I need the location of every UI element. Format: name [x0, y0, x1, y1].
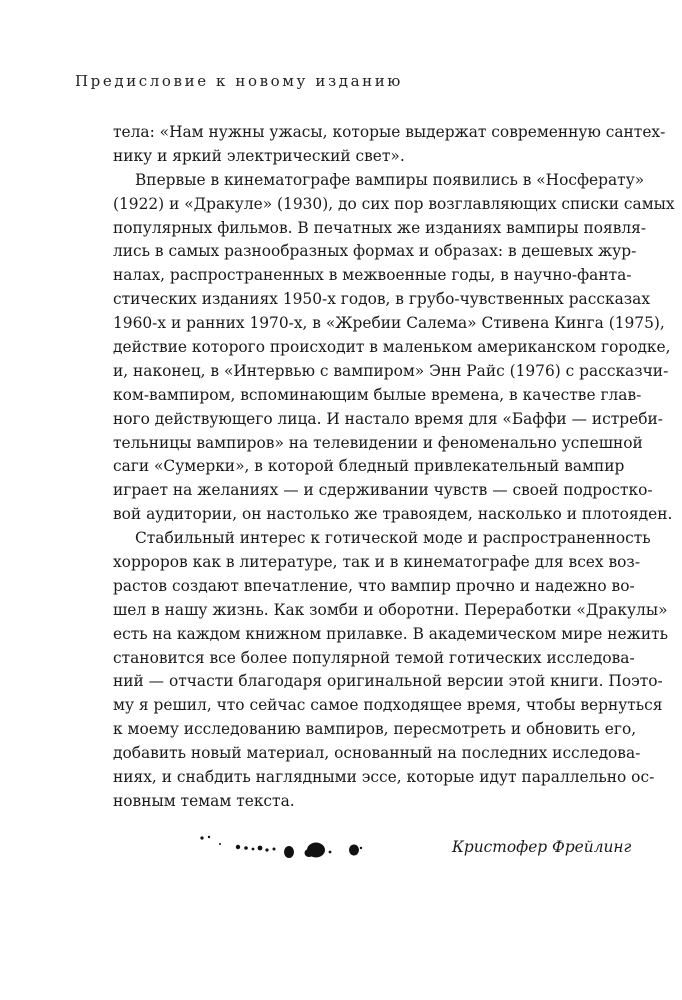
- ink-splatter-icon: [196, 826, 376, 866]
- text-line: тельницы вампиров» на телевидении и феноменально успешной: [113, 433, 643, 452]
- text-line: ного действующего лица. И настало время для «Баффи — истреби-: [113, 409, 663, 428]
- text-line: му я решил, что сейчас самое подходящее время, чтобы вернуться: [113, 696, 663, 715]
- text-line: и, наконец, в «Интервью с вампиром» Энн Райс (1976) с рассказчи-: [113, 361, 669, 380]
- text-line: налах, распространенных в межвоенные годы, в научно-фанта-: [113, 266, 632, 285]
- text-line: Стабильный интерес к готической моде и распространенность: [135, 529, 651, 548]
- text-line: ний — отчасти благодаря оригинальной версии этой книги. Поэто-: [113, 672, 663, 691]
- text-line: есть на каждом книжном прилавке. В академическом мире нежить: [113, 624, 668, 643]
- text-line: играет на желаниях — и сдерживании чувств — своей подростко-: [113, 481, 653, 500]
- text-line: действие которого происходит в маленьком американском городке,: [113, 338, 671, 357]
- text-line: шел в нашу жизнь. Как зомби и оборотни. Переработки «Дракулы»: [113, 600, 668, 619]
- body-text: [113, 121, 675, 814]
- text-line: вой аудитории, он настолько же травоядем, насколько и плотояден.: [113, 505, 673, 524]
- text-line: 1960-х и ранних 1970-х, в «Жребии Салема» Стивена Кинга (1975),: [113, 314, 665, 333]
- text-line: нику и яркий электрический свет».: [113, 146, 405, 165]
- text-line: становится все более популярной темой готических исследова-: [113, 648, 635, 667]
- text-line: новным темам текста.: [113, 791, 295, 810]
- text-line: ком-вампиром, вспоминающим былые времена, в качестве глав-: [113, 385, 642, 404]
- text-line: растов создают впечатление, что вампир прочно и надежно во-: [113, 576, 635, 595]
- text-line: к моему исследованию вампиров, пересмотреть и обновить его,: [113, 720, 637, 739]
- text-line: ниях, и снабдить наглядными эссе, которые идут параллельно ос-: [113, 768, 655, 787]
- text-line: Впервые в кинематографе вампиры появились в «Носферату»: [135, 170, 645, 189]
- text-line: (1922) и «Дракуле» (1930), до сих пор возглавляющих списки самых: [113, 194, 675, 213]
- running-head: Предисловие к новому изданию: [75, 72, 403, 90]
- text-line: популярных фильмов. В печатных же изданиях вампиры появля-: [113, 218, 647, 237]
- text-line: саги «Сумерки», в которой бледный привлекательный вампир: [113, 457, 625, 476]
- text-line: стических изданиях 1950-х годов, в грубо-чувственных рассказах: [113, 290, 651, 309]
- text-line: добавить новый материал, основанный на последних исследова-: [113, 744, 641, 763]
- signature-author: Кристофер Фрейлинг: [452, 838, 632, 856]
- text-line: лись в самых разнообразных формах и образах: в дешевых жур-: [113, 242, 637, 261]
- text-line: тела: «Нам нужны ужасы, которые выдержат современную сантех-: [113, 123, 666, 141]
- text-line: хорроров как в литературе, так и в кинематографе для всех воз-: [113, 553, 641, 572]
